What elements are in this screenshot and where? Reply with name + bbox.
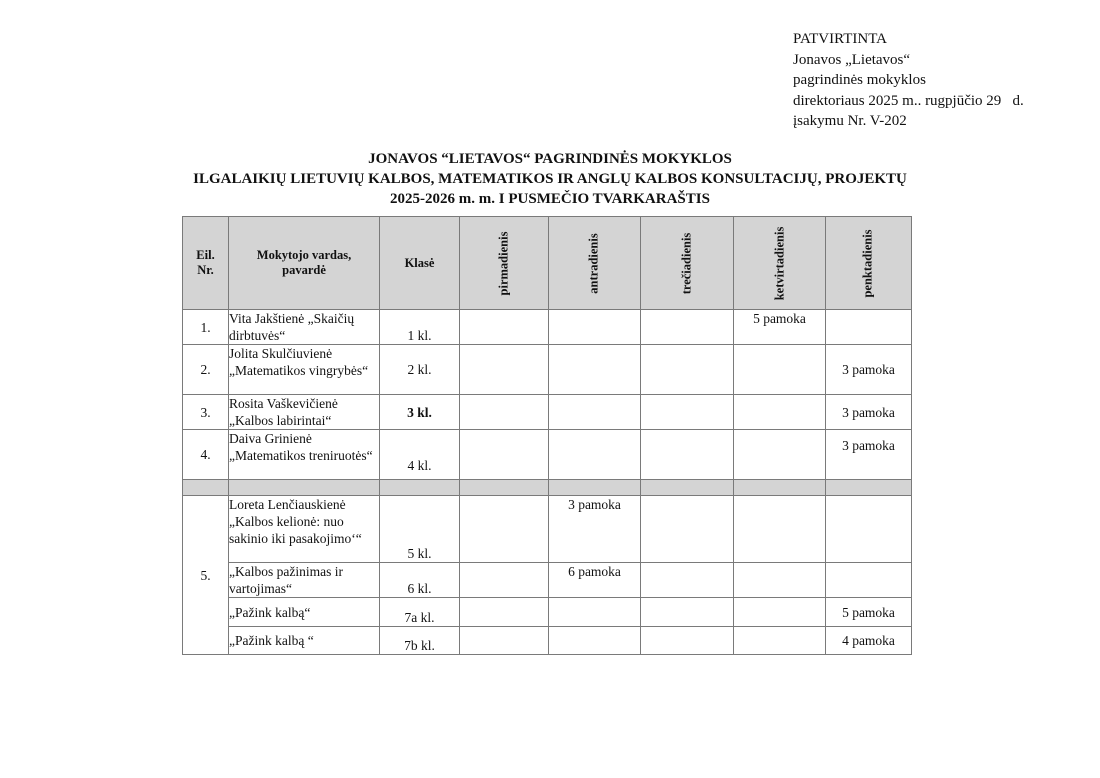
row-nr: 3. xyxy=(183,395,229,430)
day-cell: 3 pamoka xyxy=(826,430,912,480)
day-cell: 6 pamoka xyxy=(549,563,641,598)
header-day-label: trečiadienis xyxy=(679,232,694,294)
approval-line: direktoriaus 2025 m.. rugpjūčio 29 d. xyxy=(793,92,1024,109)
class-cell: 7a kl. xyxy=(380,598,460,627)
teacher-cell: „Kalbos pažinimas ir vartojimas“ xyxy=(229,563,380,598)
title-line: ILGALAIKIŲ LIETUVIŲ KALBOS, MATEMATIKOS IR ANGLŲ KALBOS KONSULTACIJŲ, PROJEKTŲ xyxy=(193,171,907,187)
day-cell xyxy=(826,563,912,598)
day-cell xyxy=(826,310,912,345)
day-cell: 5 pamoka xyxy=(734,310,826,345)
day-cell xyxy=(641,395,734,430)
table-row xyxy=(183,563,912,598)
row-nr: 4. xyxy=(183,430,229,480)
row-nr: 2. xyxy=(183,345,229,395)
day-cell xyxy=(549,598,641,627)
day-cell xyxy=(641,598,734,627)
day-cell xyxy=(460,430,549,480)
day-cell xyxy=(826,496,912,563)
teacher-cell: „Pažink kalbą “ xyxy=(229,627,380,655)
header-day xyxy=(641,217,734,310)
class-cell: 2 kl. xyxy=(380,345,460,395)
schedule-table xyxy=(182,216,912,655)
class-cell: 1 kl. xyxy=(380,310,460,345)
document-title xyxy=(0,149,1100,209)
approval-line: pagrindinės mokyklos xyxy=(793,72,926,88)
teacher-cell: Jolita Skulčiuvienė „Matematikos vingrybės“ xyxy=(229,345,380,395)
table-row xyxy=(183,395,912,430)
header-nr: Eil. Nr. xyxy=(183,217,229,310)
approval-line: Jonavos „Lietavos“ xyxy=(793,51,911,68)
header-day-label: ketvirtadienis xyxy=(771,226,786,300)
day-cell xyxy=(460,563,549,598)
header-day-label: penktadienis xyxy=(861,228,875,298)
day-cell: 3 pamoka xyxy=(826,345,912,395)
header-day xyxy=(460,217,549,310)
day-cell: 5 pamoka xyxy=(826,598,912,627)
header-day-label: pirmadienis xyxy=(496,231,511,295)
day-cell: 4 pamoka xyxy=(826,627,912,655)
day-cell xyxy=(641,345,734,395)
day-cell xyxy=(734,563,826,598)
header-day xyxy=(549,217,641,310)
day-cell xyxy=(734,430,826,480)
table-row xyxy=(183,345,912,395)
day-cell: 3 pamoka xyxy=(549,496,641,563)
class-cell: 4 kl. xyxy=(380,430,460,480)
day-cell xyxy=(641,496,734,563)
day-cell xyxy=(460,598,549,627)
day-cell xyxy=(549,310,641,345)
header-row xyxy=(183,217,912,310)
title-line: 2025-2026 m. m. I PUSMEČIO TVARKARAŠTIS xyxy=(390,191,710,207)
approval-line: PATVIRTINTA xyxy=(793,31,888,47)
header-day-label: antradienis xyxy=(587,232,601,294)
day-cell xyxy=(734,627,826,655)
header-day xyxy=(826,217,912,310)
header-teacher: Mokytojo vardas, pavardė xyxy=(229,217,380,310)
table-row xyxy=(183,430,912,480)
approval-block xyxy=(793,29,1024,132)
day-cell xyxy=(734,345,826,395)
day-cell xyxy=(734,395,826,430)
header-class: Klasė xyxy=(380,217,460,310)
spacer-row xyxy=(183,480,912,496)
table-row xyxy=(183,310,912,345)
day-cell xyxy=(641,627,734,655)
day-cell xyxy=(460,395,549,430)
day-cell xyxy=(549,627,641,655)
day-cell xyxy=(460,345,549,395)
table-row xyxy=(183,627,912,655)
day-cell xyxy=(734,598,826,627)
teacher-cell: Daiva Grinienė „Matematikos treniruotės“ xyxy=(229,430,380,480)
header-day xyxy=(734,217,826,310)
class-cell: 3 kl. xyxy=(380,395,460,430)
table-row xyxy=(183,598,912,627)
class-cell: 7b kl. xyxy=(380,627,460,655)
day-cell xyxy=(641,310,734,345)
approval-line: įsakymu Nr. V-202 xyxy=(793,113,907,129)
row-nr: 5. xyxy=(183,496,229,655)
teacher-cell: „Pažink kalbą“ xyxy=(229,598,380,627)
class-cell: 6 kl. xyxy=(380,563,460,598)
day-cell xyxy=(549,345,641,395)
day-cell xyxy=(641,430,734,480)
day-cell xyxy=(641,563,734,598)
day-cell: 3 pamoka xyxy=(826,395,912,430)
day-cell xyxy=(460,627,549,655)
class-cell: 5 kl. xyxy=(380,496,460,563)
day-cell xyxy=(549,430,641,480)
table-row xyxy=(183,496,912,563)
day-cell xyxy=(460,310,549,345)
title-line: JONAVOS “LIETAVOS“ PAGRINDINĖS MOKYKLOS xyxy=(368,151,732,167)
day-cell xyxy=(460,496,549,563)
day-cell xyxy=(549,395,641,430)
row-nr: 1. xyxy=(183,310,229,345)
teacher-cell: Vita Jakštienė „Skaičių dirbtuvės“ xyxy=(229,310,380,345)
teacher-cell: Rosita Vaškevičienė „Kalbos labirintai“ xyxy=(229,395,380,430)
day-cell xyxy=(734,496,826,563)
teacher-cell: Loreta Lenčiauskienė „Kalbos kelionė: nuo sakinio iki pasakojimo‘“ xyxy=(229,496,380,563)
